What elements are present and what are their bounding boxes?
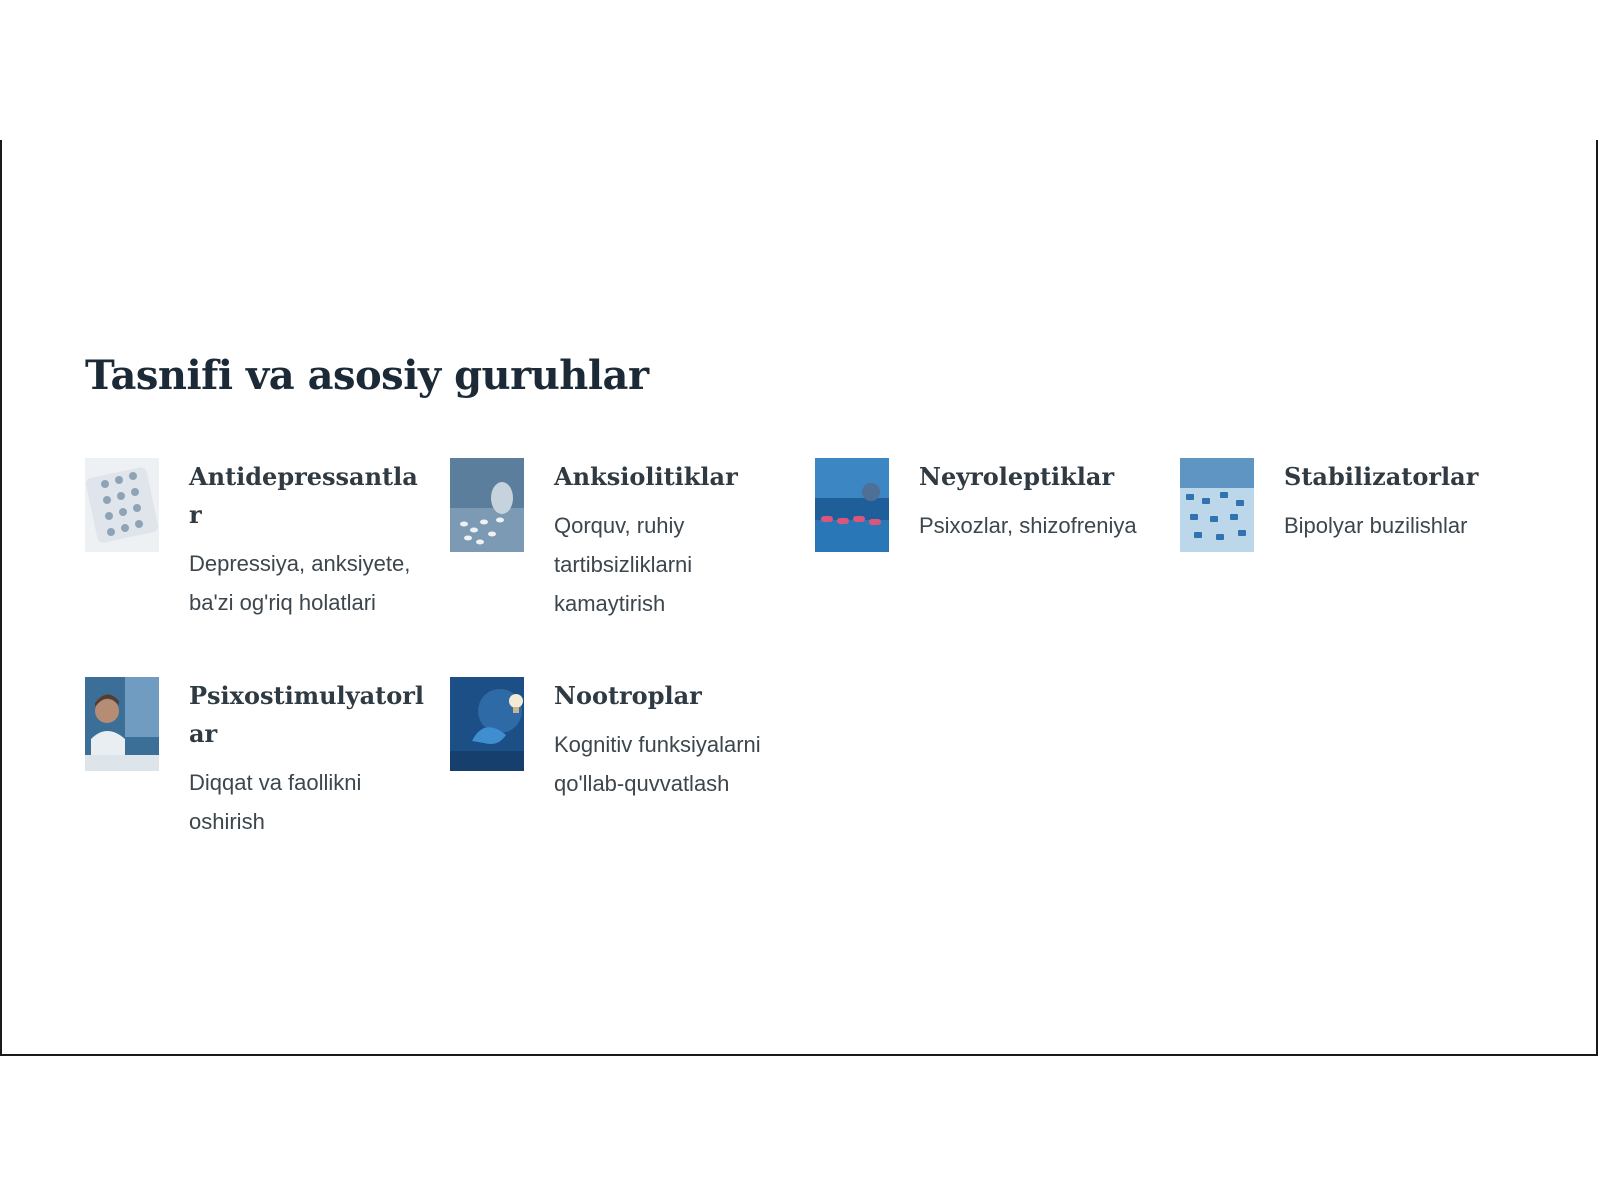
- group-card-antidepressantlar[interactable]: [85, 458, 435, 622]
- group-description: Depressiya, anksiyete, ba'zi og'riq holatlari: [189, 551, 411, 615]
- group-description: Psixozlar, shizofreniya: [919, 513, 1137, 538]
- group-title: Neyroleptiklar: [919, 462, 1115, 491]
- group-title: Stabilizatorlar: [1284, 462, 1479, 491]
- spilled-pills-image: [450, 458, 524, 552]
- group-title: Nootroplar: [554, 681, 702, 710]
- tablets-pattern-image: [1180, 458, 1254, 552]
- group-description: Diqqat va faollikni oshirish: [189, 770, 362, 834]
- group-card-stabilizatorlar[interactable]: [1180, 458, 1530, 552]
- pill-blister-pack-image: [85, 458, 159, 552]
- group-card-psixostimulyatorlar[interactable]: [85, 677, 435, 841]
- group-description: Bipolyar buzilishlar: [1284, 513, 1468, 538]
- group-card-neyroleptiklar[interactable]: [815, 458, 1165, 552]
- capsules-on-blue-image: [815, 458, 889, 552]
- group-card-nootroplar[interactable]: [450, 677, 800, 803]
- group-title: Antidepressantlar: [189, 462, 418, 529]
- lightbulb-brain-image: [450, 677, 524, 771]
- group-description: Kognitiv funksiyalarni qo'llab-quvvatlash: [554, 732, 761, 796]
- group-title: Psixostimulyatorlar: [189, 681, 425, 748]
- group-description: Qorquv, ruhiy tartibsizliklarni kamaytirish: [554, 513, 693, 616]
- section-title: Tasnifi va asosiy guruhlar: [85, 352, 649, 399]
- group-title: Anksiolitiklar: [554, 462, 738, 491]
- group-card-anksiolitiklar[interactable]: [450, 458, 800, 623]
- student-studying-image: [85, 677, 159, 771]
